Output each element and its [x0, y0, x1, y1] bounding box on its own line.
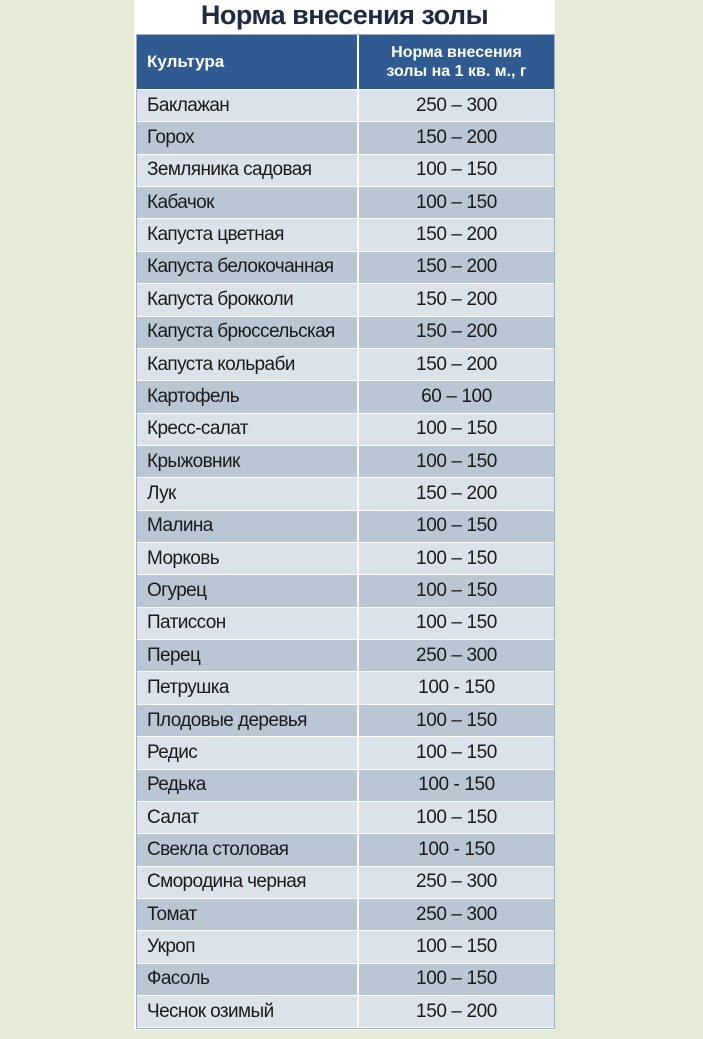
norm-cell: 100 - 150 — [418, 774, 495, 796]
norm-cell: 250 – 300 — [416, 644, 497, 666]
culture-cell: Смородина черная — [137, 867, 359, 898]
table-row — [137, 543, 554, 575]
table-row — [137, 834, 554, 866]
culture-cell: Свекла столовая — [137, 834, 359, 865]
culture-cell: Чеснок озимый — [137, 996, 359, 1027]
norm-cell: 100 – 150 — [416, 741, 497, 763]
table-row — [137, 284, 554, 316]
norm-cell: 100 – 150 — [416, 515, 497, 537]
table-row — [137, 931, 554, 963]
culture-cell: Укроп — [137, 931, 359, 962]
header-culture: Культура — [137, 35, 359, 89]
table-row — [137, 317, 554, 349]
norm-cell: 100 – 150 — [416, 709, 497, 731]
norm-cell: 100 – 150 — [416, 612, 497, 634]
culture-cell: Фасоль — [137, 964, 359, 995]
table-row — [137, 349, 554, 381]
culture-cell: Лук — [137, 478, 359, 509]
table-row — [137, 155, 554, 187]
culture-cell: Крыжовник — [137, 446, 359, 477]
culture-cell: Картофель — [137, 381, 359, 412]
table-row — [137, 705, 554, 737]
norm-cell: 100 – 150 — [416, 936, 497, 958]
culture-cell: Патиссон — [137, 608, 359, 639]
culture-cell: Капуста брюссельская — [137, 317, 359, 348]
norm-cell: 100 - 150 — [418, 838, 495, 860]
table-row — [137, 219, 554, 251]
table-body — [137, 90, 554, 1028]
norm-cell: 150 – 200 — [416, 224, 497, 246]
table-row — [137, 187, 554, 219]
culture-cell: Томат — [137, 899, 359, 930]
table-row — [137, 640, 554, 672]
culture-cell: Петрушка — [137, 672, 359, 703]
norm-cell: 150 – 200 — [416, 321, 497, 343]
table-row — [137, 381, 554, 413]
norm-cell: 100 – 150 — [416, 191, 497, 213]
norm-cell: 100 – 150 — [416, 968, 497, 990]
table-row — [137, 511, 554, 543]
header-norm-line1: Норма внесения — [391, 44, 522, 61]
norm-cell: 100 – 150 — [416, 547, 497, 569]
norm-cell: 100 - 150 — [418, 677, 495, 699]
culture-cell: Огурец — [137, 575, 359, 606]
norm-cell: 250 – 300 — [416, 94, 497, 116]
culture-cell: Земляника садовая — [137, 155, 359, 186]
table-row — [137, 672, 554, 704]
culture-cell: Салат — [137, 802, 359, 833]
norm-cell: 150 – 200 — [416, 288, 497, 310]
table-row — [137, 996, 554, 1028]
table-row — [137, 252, 554, 284]
table-row — [137, 802, 554, 834]
norm-cell: 150 – 200 — [416, 256, 497, 278]
norm-cell: 100 – 150 — [416, 159, 497, 181]
norm-cell: 150 – 200 — [416, 127, 497, 149]
culture-cell: Перец — [137, 640, 359, 671]
table-row — [137, 899, 554, 931]
page-title: Норма внесения золы — [200, 0, 489, 30]
table-row — [137, 575, 554, 607]
header-norm — [359, 35, 554, 89]
table-row — [137, 122, 554, 154]
culture-cell: Капуста белокочанная — [137, 252, 359, 283]
norm-cell: 100 – 150 — [416, 806, 497, 828]
culture-cell: Редька — [137, 770, 359, 801]
culture-cell: Кабачок — [137, 187, 359, 218]
table-header — [137, 35, 554, 90]
norm-cell: 250 – 300 — [416, 903, 497, 925]
culture-cell: Морковь — [137, 543, 359, 574]
table-row — [137, 414, 554, 446]
table-row — [137, 90, 554, 122]
culture-cell: Редис — [137, 737, 359, 768]
table-row — [137, 608, 554, 640]
ash-norm-sheet — [134, 0, 555, 1030]
culture-cell: Баклажан — [137, 90, 359, 121]
norm-cell: 60 – 100 — [421, 385, 492, 407]
culture-cell: Горох — [137, 122, 359, 153]
table-row — [137, 737, 554, 769]
ash-norm-table — [136, 34, 555, 1029]
table-row — [137, 446, 554, 478]
norm-cell: 100 – 150 — [416, 580, 497, 602]
culture-cell: Капуста брокколи — [137, 284, 359, 315]
table-row — [137, 478, 554, 510]
header-norm-line2: золы на 1 кв. м., г — [386, 63, 527, 80]
norm-cell: 150 – 200 — [416, 1000, 497, 1022]
table-row — [137, 867, 554, 899]
norm-cell: 250 – 300 — [416, 871, 497, 893]
culture-cell: Капуста цветная — [137, 219, 359, 250]
culture-cell: Кресс-салат — [137, 414, 359, 445]
norm-cell: 100 – 150 — [416, 450, 497, 472]
table-row — [137, 964, 554, 996]
table-row — [137, 770, 554, 802]
norm-cell: 150 – 200 — [416, 353, 497, 375]
culture-cell: Плодовые деревья — [137, 705, 359, 736]
culture-cell: Капуста кольраби — [137, 349, 359, 380]
culture-cell: Малина — [137, 511, 359, 542]
norm-cell: 150 – 200 — [416, 482, 497, 504]
norm-cell: 100 – 150 — [416, 418, 497, 440]
